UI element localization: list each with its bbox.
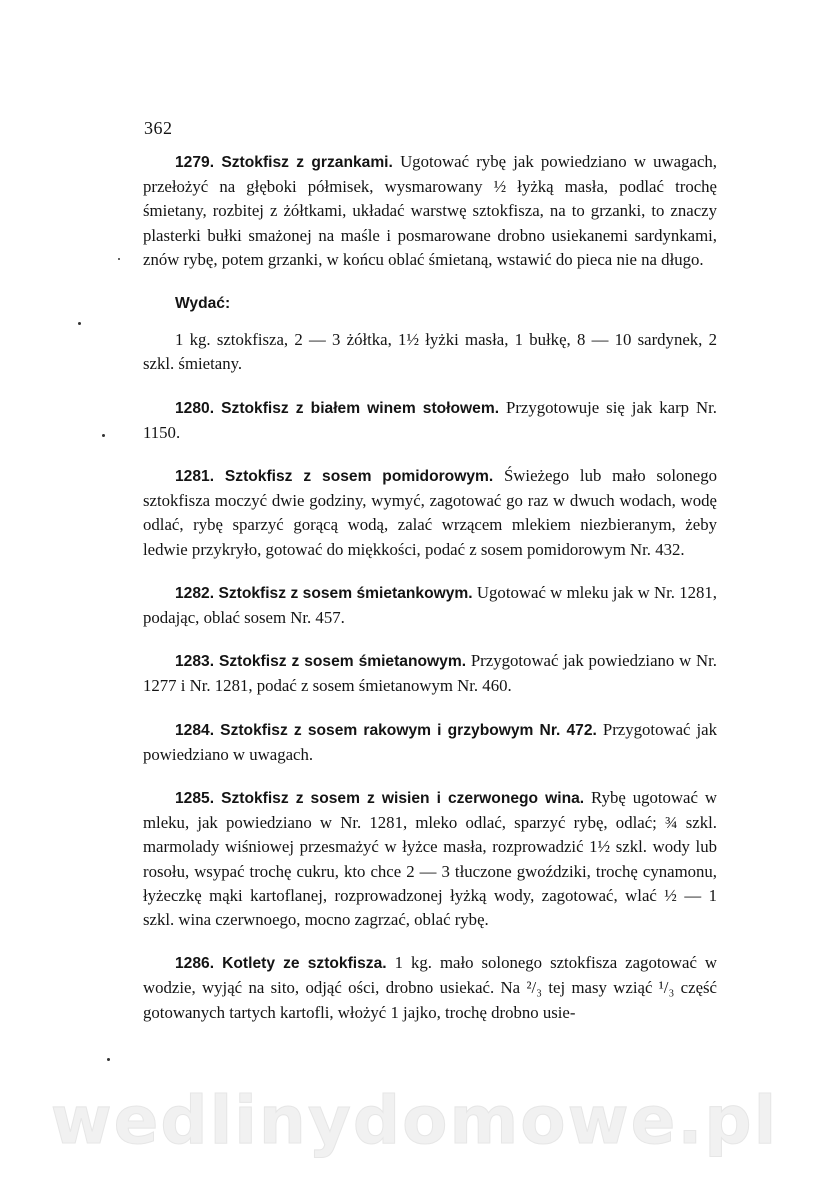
scan-speck xyxy=(118,258,120,260)
recipe-1281 xyxy=(143,464,717,562)
recipe-1284-text: Przygotować jak powiedziano w uwagach. xyxy=(143,719,717,764)
recipe-1279-text: Ugotować rybę jak powiedziano w uwagach, przełożyć na głęboki półmisek, wysmarowany ½ łyżką masła, podlać trochę śmietany, rozbitej z żółtkami, układać warstwę sztokfisza, na to grzanki, to znaczy plasterki bułki smażonej na maśle i posmarowane drobno usiekanemi sardynkami, znów rybę, potem grzanki, w końcu oblać śmietaną, wstawić do pieca nie na długo. xyxy=(143,152,717,269)
recipe-1279-serving-text: 1 kg. sztokfisza, 2 — 3 żółtka, 1½ łyżki masła, 1 bułkę, 8 — 10 sardynek, 2 szkl. śmietany. xyxy=(143,330,717,374)
recipe-1285 xyxy=(143,786,717,932)
recipe-1282-title: 1282. Sztokfisz z sosem śmietankowym. xyxy=(175,584,473,602)
page-content xyxy=(143,150,717,1025)
watermark: wedlinydomowe.pl xyxy=(50,1082,779,1159)
recipe-1282 xyxy=(143,581,717,630)
recipe-1280 xyxy=(143,396,717,445)
recipe-1284 xyxy=(143,718,717,767)
recipe-1281-text: Świeżego lub mało solonego sztokfisza moczyć dwie godziny, wymyć, zagotować go raz w dwuch wodach, wodę odlać, rybę sparzyć gorącą wodą, zalać wrzącem mlekiem niezbieranym, żeby ledwie przykryło, gotować do miękkości, podać z sosem pomidorowym Nr. 432. xyxy=(143,466,717,559)
recipe-1280-title: 1280. Sztokfisz z białem winem stołowem. xyxy=(175,399,500,417)
scan-speck xyxy=(78,322,81,325)
recipe-1283-title: 1283. Sztokfisz z sosem śmietanowym. xyxy=(175,653,467,671)
recipe-1285-text: Rybę ugotować w mleku, jak powiedziano w Nr. 1281, mleko odlać, sparzyć rybę, odlać; ¾ szkl. marmolady wiśniowej przesmażyć w łyżce masła, rozprowadzić 1½ szkl. wody lub rosołu, wsypać trochę cukru, kto chce 2 — 3 tłuczone gwoździki, trochę cynamonu, łyżeczkę mąki kartoflanej, rozprowadzonej łyżką wody, zagotować, wlać ½ — 1 szkl. wina czerwnoego, mocno zagrzać, oblać rybę. xyxy=(143,788,717,930)
recipe-1279 xyxy=(143,150,717,272)
recipe-1283-text: Przygotować jak powiedziano w Nr. 1277 i Nr. 1281, podać z sosem śmietanowym Nr. 460. xyxy=(143,651,717,696)
recipe-1284-title: 1284. Sztokfisz z sosem rakowym i grzybowym Nr. 472. xyxy=(175,721,597,739)
recipe-1285-title: 1285. Sztokfisz z sosem z wisien i czerwonego wina. xyxy=(175,790,585,808)
recipe-1279-title: 1279. Sztokfisz z grzankami. xyxy=(175,154,393,171)
recipe-1279-serving-heading: Wydać: xyxy=(175,295,231,313)
recipe-1286-text: 1 kg. mało solonego sztokfisza zagotować w wodzie, wyjąć na sito, odjąć ości, drobno usiekać. Na ²/₃ tej masy wziąć ¹/₃ część gotowanych tartych kartofli, włożyć 1 jajko, trochę drobno usie- xyxy=(143,953,718,1022)
scan-speck xyxy=(102,434,105,437)
recipe-1281-title: 1281. Sztokfisz z sosem pomidorowym. xyxy=(175,468,494,486)
scan-speck xyxy=(107,1058,110,1061)
recipe-1286-title: 1286. Kotlety ze sztokfisza. xyxy=(175,955,387,973)
recipe-1283 xyxy=(143,649,717,698)
recipe-1280-text: Przygotowuje się jak karp Nr. 1150. xyxy=(143,397,717,442)
recipe-1282-text: Ugotować w mleku jak w Nr. 1281, podając, oblać sosem Nr. 457. xyxy=(143,582,718,628)
page-number: 362 xyxy=(144,118,173,138)
recipe-1286 xyxy=(143,951,717,1025)
